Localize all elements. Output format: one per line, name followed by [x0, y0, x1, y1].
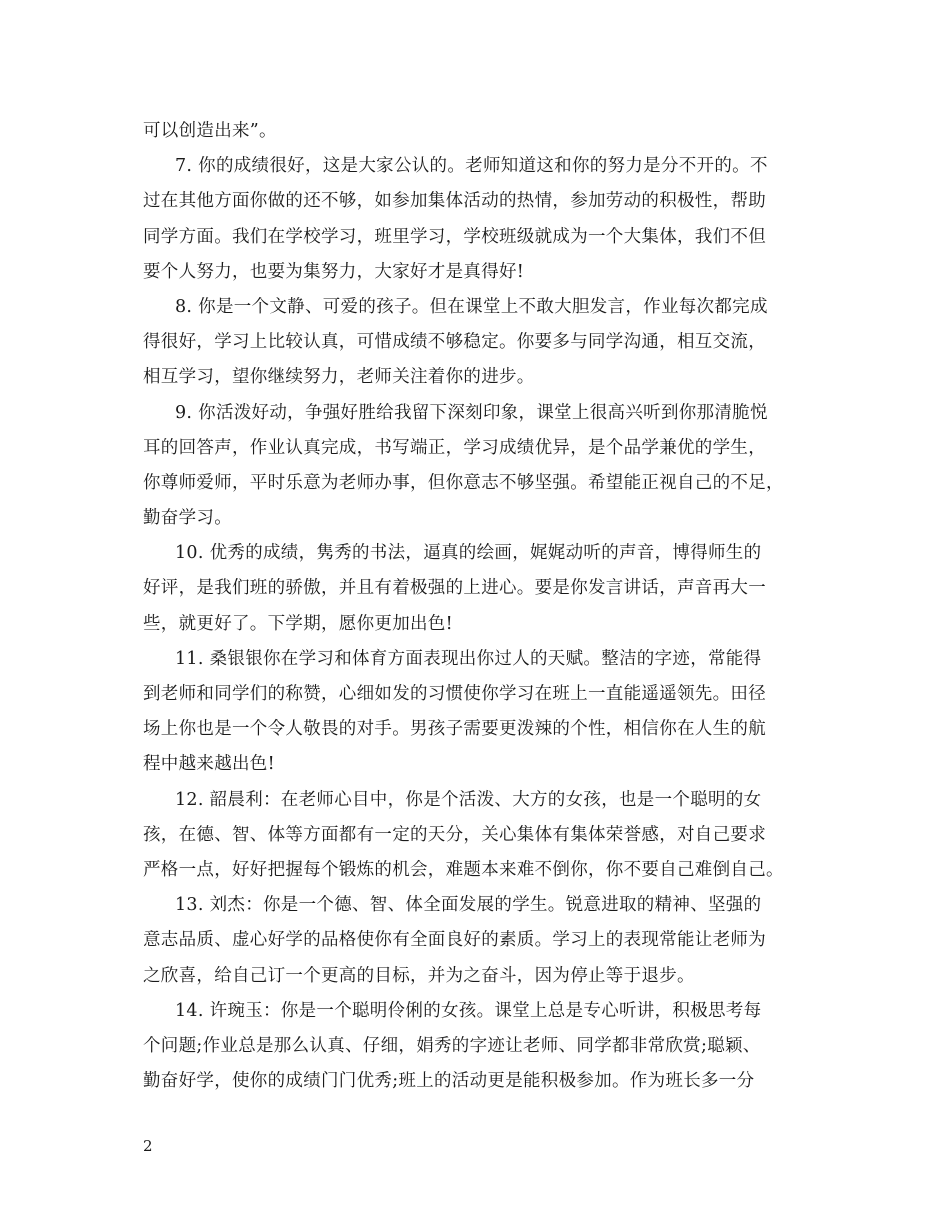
text-line: 你尊师爱师，平时乐意为老师办事，但你意志不够坚强。希望能正视自己的不足，	[143, 472, 784, 493]
comment-13-line: 13. 刘杰：你是一个德、智、体全面发展的学生。锐意进取的精神、坚强的	[175, 895, 762, 916]
text-line: 要个人努力，也要为集努力，大家好才是真得好!	[143, 261, 525, 282]
text-line: 可以创造出来”。	[143, 121, 277, 141]
comment-7-line: 7. 你的成绩很好，这是大家公认的。老师知道这和你的努力是分不开的。不	[175, 156, 768, 177]
text-line: 些，就更好了。下学期，愿你更加出色!	[143, 613, 453, 634]
comment-10-line: 10. 优秀的成绩，隽秀的书法，逼真的绘画，娓娓动听的声音，博得师生的	[175, 543, 762, 564]
comment-12-line: 12. 韶晨利：在老师心目中，你是个活泼、大方的女孩，也是一个聪明的女	[175, 789, 762, 810]
text-line: 个问题;作业总是那么认真、仔细，娟秀的字迹让老师、同学都非常欣赏;聪颖、	[143, 1035, 761, 1056]
text-line: 同学方面。我们在学校学习，班里学习，学校班级就成为一个大集体，我们不但	[143, 226, 766, 247]
text-line: 孩，在德、智、体等方面都有一定的天分，关心集体有集体荣誉感，对自己要求	[143, 824, 766, 845]
comment-8-line: 8. 你是一个文静、可爱的孩子。但在课堂上不敢大胆发言，作业每次都完成	[175, 296, 768, 317]
comments-body	[143, 114, 813, 1099]
text-line: 过在其他方面你做的还不够，如参加集体活动的热情，参加劳动的积极性，帮助	[143, 191, 766, 212]
text-line: 意志品质、虚心好学的品格使你有全面良好的素质。学习上的表现常能让老师为	[143, 930, 766, 951]
comment-9-line: 9. 你活泼好动，争强好胜给我留下深刻印象，课堂上很高兴听到你那清脆悦	[175, 402, 768, 423]
comment-14-line: 14. 许琬玉：你是一个聪明伶俐的女孩。课堂上总是专心听讲，积极思考每	[175, 1000, 762, 1021]
text-line: 勤奋学习。	[143, 508, 232, 529]
comment-11-line: 11. 桑银银你在学习和体育方面表现出你过人的天赋。整洁的字迹，常能得	[175, 648, 762, 669]
text-line: 之欣喜，给自己订一个更高的目标，并为之奋斗，因为停止等于退步。	[143, 965, 695, 986]
text-line: 严格一点，好好把握每个锻炼的机会，难题本来难不倒你，你不要自己难倒自己。	[143, 859, 784, 880]
text-line: 场上你也是一个令人敬畏的对手。男孩子需要更泼辣的个性，相信你在人生的航	[143, 719, 766, 740]
text-line: 相互学习，望你继续努力，老师关注着你的进步。	[143, 367, 535, 388]
text-line: 耳的回答声，作业认真完成，书写端正，学习成绩优异，是个品学兼优的学生，	[143, 437, 766, 458]
page-number: 2	[143, 1137, 153, 1155]
text-line: 好评，是我们班的骄傲，并且有着极强的上进心。要是你发言讲话，声音再大一	[143, 578, 766, 599]
text-line: 勤奋好学，使你的成绩门门优秀;班上的活动更是能积极参加。作为班长多一分	[143, 1071, 755, 1092]
text-line: 得很好，学习上比较认真，可惜成绩不够稳定。你要多与同学沟通，相互交流，	[143, 332, 766, 353]
text-line: 程中越来越出色!	[143, 754, 275, 775]
text-line: 到老师和同学们的称赞，心细如发的习惯使你学习在班上一直能遥遥领先。田径	[143, 684, 766, 704]
